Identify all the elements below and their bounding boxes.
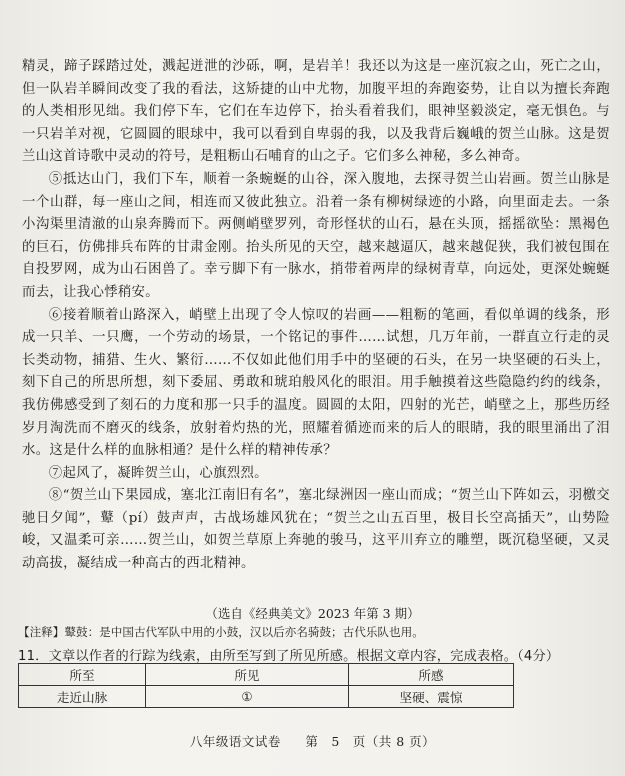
footer-paper-title: 八年级语文试卷 bbox=[189, 734, 281, 749]
page-footer bbox=[0, 732, 625, 750]
passage-paragraph-8: ⑧“贺兰山下果园成，塞北江南旧有名”，塞北绿洲因一座山而成；“贺兰山下阵如云，羽檄交驰日夕闻”，鼙（pí）鼓声声，古战场雄风犹在；“贺兰之山五百里，极目长空高插天”，山势险峻，又温柔可亲……贺兰山，如贺兰草原上奔驰的骏马，这平川弃立的雕塑，既沉稳坚硬，又灵动高拔，凝结成一种高古的西北精神。 bbox=[22, 488, 610, 572]
question-11: 11．文章以作者的行踪为线索，由所至写到了所见所感。根据文章内容，完成表格。（4分） bbox=[18, 649, 560, 664]
cell-felt: 坚硬、震惊 bbox=[349, 686, 514, 708]
header-felt: 所感 bbox=[349, 664, 514, 686]
passage-paragraph-7: ⑦起风了，凝眸贺兰山，心旗烈烈。 bbox=[48, 465, 268, 481]
footer-page-number: 第 5 页（共 8 页） bbox=[305, 734, 436, 749]
passage-paragraph-continuation: 精灵，蹄子踩踏过处，溅起迸泄的沙砾，啊，是岩羊！我还以为这是一座沉寂之山，死亡之山，但一队岩羊瞬间改变了我的看法，这矫捷的山中尤物，加腹平坦的奔跑姿势，让自以为擅长奔跑的人类相形见绌。我们停下车，它们在车边停下，抬头看着我们，眼神坚毅淡定，毫无惧色。与一只岩羊对视，它圆圆的眼球中，我可以看到自卑弱的我，以及我背后巍峨的贺兰山脉。这是贺兰山这首诗歌中灵动的符号，是粗粝山石哺育的山之子。它们多么神秘，多么神奇。 bbox=[22, 59, 610, 165]
passage-paragraph-6: ⑥接着顺着山路深入，峭壁上出现了令人惊叹的岩画——粗粝的笔画，看似单调的线条，形成一只羊、一只鹰，一个劳动的场景，一个铭记的事件……试想，几万年前，一群直立行走的灵长类动物，捕猎、生火、繁衍……不仅如此他们用手中的坚硬的石头，在另一块坚硬的石头上，刻下自己的所思所想，刻下委屈、勇敢和琥珀般风化的眼泪。用手触摸着这些隐隐约约的线条，我仿佛感受到了刻石的力度和那一只手的温度。圆圆的太阳，四射的光芒，峭壁之上，那些历经岁月淘洗而不磨灭的线条，放射着灼热的光，照耀着循迹而来的后人的眼睛，我的眼里涌出了泪水。这是什么样的血脉相通？是什么样的精神传承？ bbox=[22, 307, 610, 459]
source-citation: （选自《经典美文》2023 年第 3 期） bbox=[205, 606, 420, 621]
header-seen: 所见 bbox=[146, 664, 349, 686]
cell-location: 走近山脉 bbox=[19, 686, 146, 708]
header-location: 所至 bbox=[19, 664, 146, 686]
table-row bbox=[19, 686, 514, 708]
cell-seen-blank[interactable]: ① bbox=[146, 686, 349, 708]
passage-paragraph-5: ⑤抵达山门，我们下车，顺着一条蜿蜒的山谷，深入腹地，去探寻贺兰山岩画。贺兰山脉是一个山群，每一座山之间，相连而又彼此独立。沿着一条有柳树绿迹的小路，向里面走去。一条小沟渠里清澈的山泉奔腾而下。两侧峭壁罗列，奇形怪状的山石，悬在头顶，摇摇欲坠：黑褐色的巨石，仿佛排兵布阵的甘肃金刚。抬头所见的天空，越来越逼仄，越来越促狭，我们被包围在自投罗网，成为山石困兽了。幸亏脚下有一脉水，捎带着两岸的绿树青草，向远处，更深处蜿蜒而去，让我心悸稍安。 bbox=[22, 171, 610, 300]
passage bbox=[22, 56, 610, 576]
annotation-note: 【注释】鼙鼓：是中国古代军队中用的小鼓，汉以后亦名骑鼓；古代乐队也用。 bbox=[18, 625, 424, 639]
table-header-row bbox=[19, 664, 514, 686]
answer-table bbox=[18, 663, 514, 708]
